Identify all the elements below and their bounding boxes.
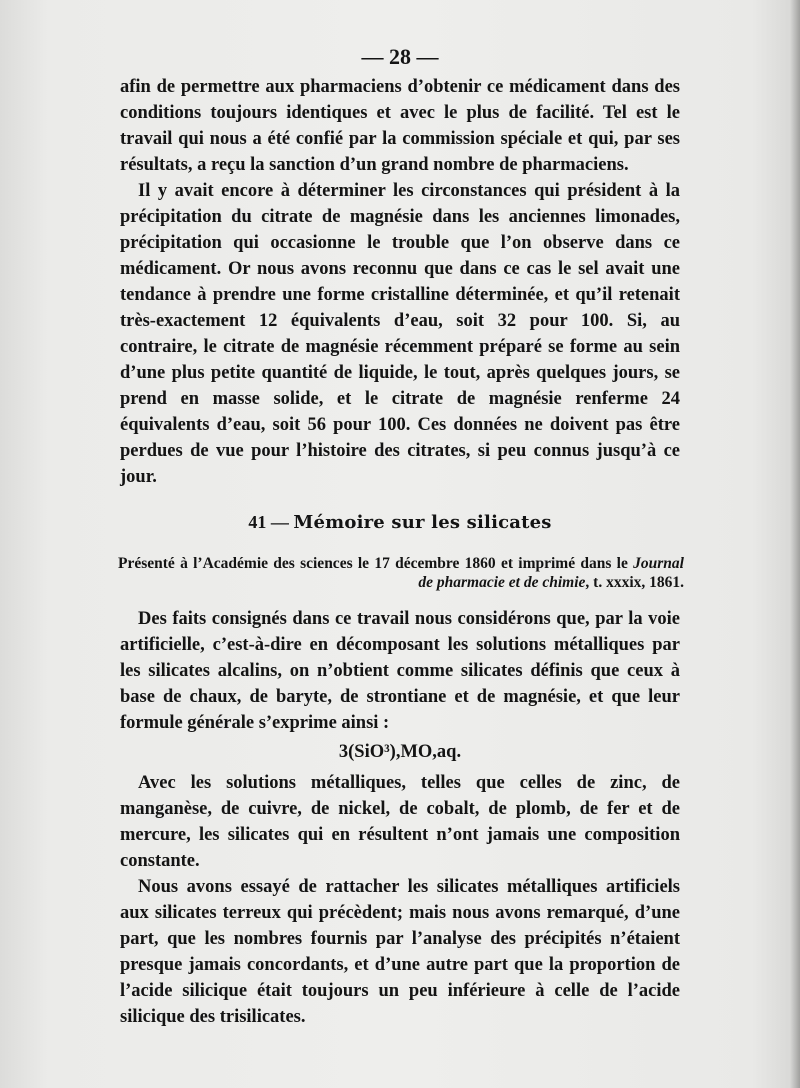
subtitle-line-1: Présenté à l’Académie des sciences le 17 décembre 1860 et imprimé dans le Journal [118, 555, 684, 572]
subtitle-line-2: de pharmacie et de chimie, t. xxxix, 1861. [418, 574, 684, 591]
paragraph-2: Il y avait encore à déterminer les circonstances qui président à la précipitation du citrate de magnésie dans les anciennes limonades, précipitation qui occasionne le trouble que l’on observe dans ce médicament. Or nous avons reconnu que dans ce cas le sel avait une tendance à prendre une forme cristalline déterminée, et qu’il retenait très-exactement 12 équivalents d’eau, soit 32 pour 100. Si, au contraire, le citrate de magnésie récemment préparé se forme au sein d’une plus petite quantité de liquide, le tout, après quelques jours, se prend en masse solide, et le citrate de magnésie renferme 24 équivalents d’eau, soit 56 pour 100. Ces données ne doivent pas être perdues de vue pour l’histoire des citrates, si peu connus jusqu’à ce jour. [120, 181, 680, 487]
page-edge-shadow [790, 0, 800, 1088]
paragraph-5: Nous avons essayé de rattacher les silicates métalliques artificiels aux silicates terreux qui précèdent; mais nous avons remarqué, d’une part, que les nombres fournis par l’analyse des précipités n’étaient presque jamais concordants, et d’une autre part que la proportion de l’acide silicique était toujours un peu inférieure à celle de l’acide silicique des trisilicates. [120, 877, 680, 1027]
text-block-middle [120, 606, 680, 736]
section-number: 41 — [248, 512, 289, 532]
page-number: — 28 — [361, 44, 439, 69]
text-block-lower [120, 770, 680, 1030]
chemical-formula: 3(SiO³),MO,aq. [338, 742, 462, 762]
section-heading [0, 512, 800, 533]
section-title: Mémoire sur les silicates [293, 512, 552, 533]
section-subtitle [118, 554, 684, 592]
paragraph-4: Avec les solutions métalliques, telles que celles de zinc, de manganèse, de cuivre, de nickel, de cobalt, de plomb, de fer et de mercure, les silicates qui en résultent n’ont jamais une composition constante. [120, 773, 680, 871]
paragraph-3: Des faits consignés dans ce travail nous considérons que, par la voie artificielle, c’est-à-dire en décomposant les solutions métalliques par les silicates alcalins, on n’obtient comme silicates définis que ceux à base de chaux, de baryte, de strontiane et de magnésie, et que leur formule générale s’exprime ainsi : [120, 609, 680, 733]
text-block-upper [120, 74, 680, 490]
paragraph-1: afin de permettre aux pharmaciens d’obtenir ce médicament dans des conditions toujours identiques et avec le plus de facilité. Tel est le travail qui nous a été confié par la commission spéciale et qui, par ses résultats, a reçu la sanction d’un grand nombre de pharmaciens. [120, 77, 680, 175]
